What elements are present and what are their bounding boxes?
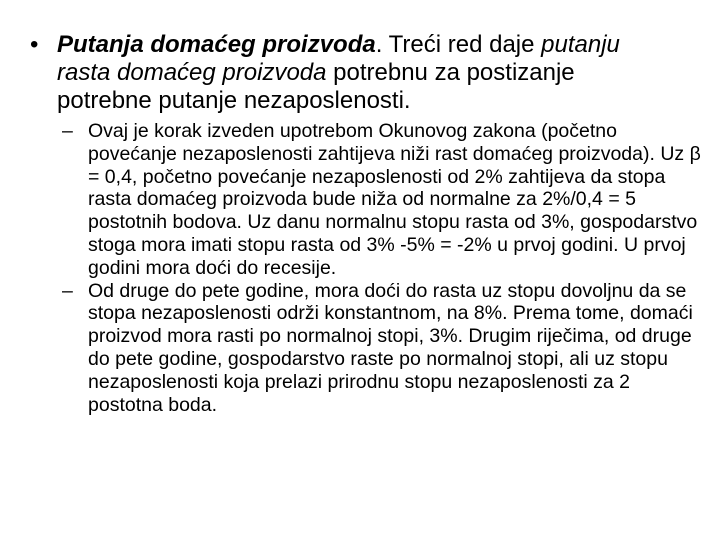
main-bullet: [30, 31, 670, 115]
main-bullet-italic-phrase: putanju rasta domaćeg proizvoda: [57, 31, 620, 86]
bullet-marker: •: [30, 31, 39, 58]
dash-marker: –: [62, 120, 73, 142]
sub-bullet-okun: [62, 120, 702, 280]
sub-bullet-list: [62, 120, 702, 416]
sub-bullet-text: Od druge do pete godine, mora doći do rasta uz stopu dovoljnu da se stopa nezaposlenosti održi konstantnom, na 8%. Prema tome, domaći proizvod mora rasti po normalnoj stopi, 3%. Drugim riječima, od druge do pete godine, gospodarstvo raste po normalnoj stopi, ali uz stopu nezaposlenosti koja prelazi prirodnu stopu nezaposlenosti za 2 postotna boda.: [88, 279, 693, 416]
sub-bullet-years-two-to-five: [62, 280, 702, 417]
main-bullet-after-title: . Treći red daje: [375, 31, 542, 58]
sub-bullet-text: Ovaj je korak izveden upotrebom Okunovog zakona (početno povećanje nezaposlenosti zahtijeva niži rast domaćeg proizvoda). Uz β = 0,4, početno povećanje nezaposlenosti od 2% zahtijeva da stopa rasta domaćeg proizvoda bude niža od normalne za 2%/0,4 = 5 postotnih bodova. Uz danu normalnu stopu rasta od 3%, gospodarstvo stoga mora imati stopu rasta od 3% -5% = -2% u prvoj godini. U prvoj godini mora doći do recesije.: [88, 120, 701, 279]
main-bullet-title: Putanja domaćeg proizvoda: [57, 31, 376, 58]
main-bullet-rest: potrebnu za postizanje potrebne putanje nezaposlenosti.: [57, 59, 575, 114]
dash-marker: –: [62, 279, 73, 302]
main-bullet-text: [57, 31, 670, 115]
